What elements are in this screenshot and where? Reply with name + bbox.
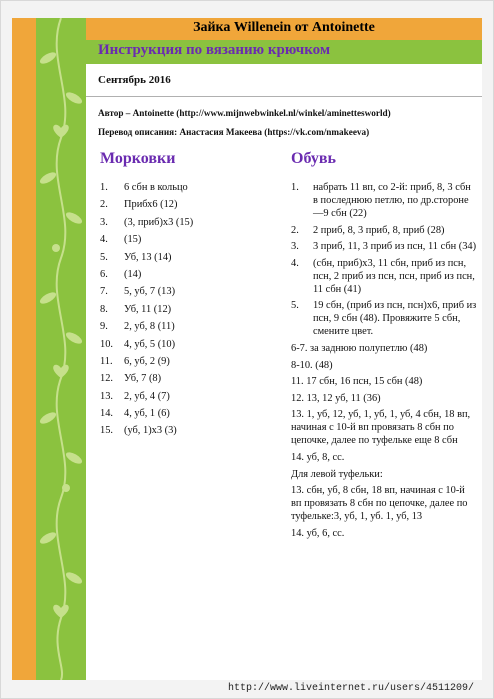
list-item: 4. (сбн, приб)х3, 11 сбн, приб из псн, псн, 2 приб из псн, псн, приб из псн, 11 сбн (41): [291, 257, 475, 295]
list-item: 1. набрать 11 вп, со 2-й: приб, 8, 3 сбн в последнюю петлю, по др.стороне—9 сбн (22): [291, 182, 471, 219]
list-item: 8-10. (48): [291, 359, 333, 371]
list-item: 11. 6, уб, 2 (9): [100, 355, 170, 367]
list-item: 2. Прибх6 (12): [100, 199, 178, 211]
list-item: 4. (15): [100, 234, 142, 246]
list-item: 15. (уб, 1)х3 (3): [100, 425, 177, 437]
document-subtitle: Инструкция по вязанию крючком: [98, 42, 331, 58]
document-title: Зайка Willenein от Antoinette: [193, 20, 375, 35]
list-item: 5. 19 сбн, (приб из псн, псн)х6, приб из псн, 9 сбн (48). Провяжите 5 сбн, смените цвет.: [291, 300, 477, 338]
carrots-heading: Морковки: [100, 150, 176, 167]
document-date: Сентябрь 2016: [98, 74, 171, 86]
list-item: 8. Уб, 11 (12): [100, 303, 172, 315]
orange-side-stripe: [12, 18, 36, 680]
translation-credit: Перевод описания: Анастасия Макеева (https://vk.com/nmakeeva): [98, 127, 370, 137]
list-item: 14. уб, 8, сс.: [291, 451, 345, 463]
floral-ornament-stripe: [36, 18, 86, 680]
floral-ornament-icon: [36, 18, 86, 680]
shoes-instruction-list: [291, 181, 477, 543]
list-item: 13. 1, уб, 12, уб, 1, уб, 1, уб, 4 сбн, 18 вп, начиная с 10-й вп провязать 8 сбн по цепочке, далее по туфельке еще 8 сбн: [291, 409, 471, 447]
list-item: 10. 4, уб, 5 (10): [100, 338, 176, 350]
header-divider: [86, 96, 482, 97]
list-item: 14. 4, уб, 1 (6): [100, 408, 170, 420]
list-item: 6-7. за заднюю полупетлю (48): [291, 342, 428, 354]
list-item: 14. уб, 6, сс.: [291, 527, 345, 539]
carrots-instruction-list: [100, 181, 230, 442]
list-item: 3. 3 приб, 11, 3 приб из псн, 11 сбн (34): [291, 241, 477, 253]
shoes-heading: Обувь: [291, 150, 336, 167]
list-item: 6. (14): [100, 268, 142, 280]
source-url-footer: http://www.liveinternet.ru/users/4511209/: [228, 683, 475, 694]
list-item: 2. 2 приб, 8, 3 приб, 8, приб (28): [291, 224, 445, 236]
list-item: 11. 17 сбн, 16 псн, 15 сбн (48): [291, 376, 423, 388]
list-item: 13. 2, уб, 4 (7): [100, 390, 170, 402]
author-credit: Автор – Antoinette (http://www.mijnwebwinkel.nl/winkel/aminettesworld): [98, 108, 391, 118]
list-item: 9. 2, уб, 8 (11): [100, 321, 175, 333]
list-item: 7. 5, уб, 7 (13): [100, 286, 176, 298]
list-item: 12. 13, 12 уб, 11 (36): [291, 392, 381, 404]
list-item: Для левой туфельки:: [291, 468, 383, 480]
list-item: 3. (3, приб)х3 (15): [100, 216, 194, 228]
list-item: 12. Уб, 7 (8): [100, 373, 162, 385]
list-item: 5. Уб, 13 (14): [100, 251, 172, 263]
list-item: 1. 6 сбн в кольцо: [100, 182, 188, 193]
list-item: 13. сбн, уб, 8 сбн, 18 вп, начиная с 10-й вп провязать 8 сбн по цепочке, далее по туфельке:3, уб, 1, уб. 1, уб, 13: [291, 485, 468, 523]
